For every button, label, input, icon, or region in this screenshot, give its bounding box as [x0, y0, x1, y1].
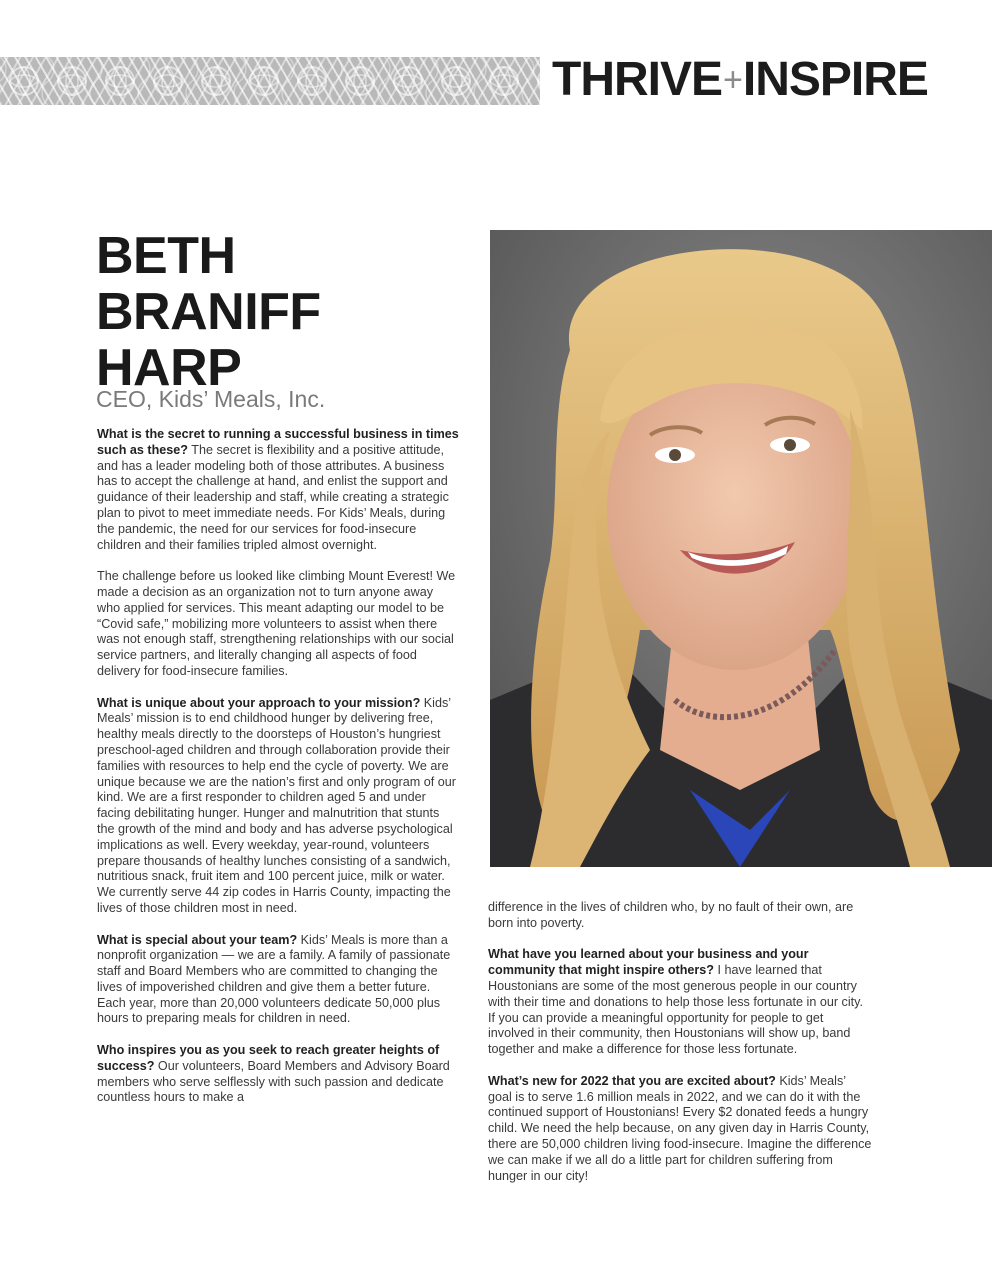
- profile-name: [96, 228, 321, 396]
- masthead-thrive: THRIVE: [552, 53, 723, 106]
- article-paragraph: [97, 933, 459, 1028]
- article-paragraph: [488, 947, 872, 1058]
- question-heading: What’s new for 2022 that you are excited about?: [488, 1073, 776, 1088]
- article-paragraph: [97, 427, 459, 553]
- article-paragraph: [488, 1074, 872, 1185]
- profile-title: CEO, Kids’ Meals, Inc.: [96, 386, 326, 412]
- question-heading: What have you learned about your business and your community that might inspire others?: [488, 947, 809, 978]
- masthead-plus: +: [723, 61, 742, 99]
- profile-name-line1: BETH: [96, 227, 236, 285]
- question-heading: What is special about your team?: [97, 932, 298, 947]
- answer-text: Kids’ Meals is more than a nonprofit organization — we are a family. A family of passionate staff and Board Members who are committed to changing the lives of impoverished children and give them a better future. Each year, more than 20,000 volunteers dedicate 50,000 plus hours to preparing meals for children in need.: [97, 932, 451, 1026]
- masthead-inspire: INSPIRE: [742, 53, 928, 106]
- article-paragraph: [97, 1043, 459, 1106]
- question-heading: What is unique about your approach to your mission?: [97, 695, 421, 710]
- question-heading: Who inspires you as you seek to reach greater heights of success?: [97, 1043, 440, 1073]
- question-heading: What is the secret to running a successful business in times such as these?: [97, 427, 459, 457]
- answer-text: I have learned that Houstonians are some of the most generous people in our country with their time and donations to help those less fortunate in our city. If you can provide a meaningful opportunity for people to get involved in their community, then Houstonians will show up, band together and make a difference for those less fortunate.: [488, 963, 863, 1057]
- article-paragraph: The challenge before us looked like climbing Mount Everest! We made a decision as an organization not to turn anyone away who applied for services. This meant adapting our model to be “Covid safe,” mobilizing more volunteers to assist when there was not enough staff, strengthening relationships with our social service partners, and literally changing all aspects of food delivery for food-insecure families.: [97, 569, 456, 678]
- swirl-pattern-icon: [0, 57, 540, 105]
- portrait-photo: [490, 230, 992, 867]
- answer-text: Our volunteers, Board Members and Advisory Board members who serve selflessly with such passion and dedicate countless hours to make a: [97, 1058, 450, 1105]
- answer-text: The secret is flexibility and a positive attitude, and has a leader modeling both of those attributes. A business has to accept the challenge at hand, and enlist the support and guidance of their leadership and staff, while creating a strategic plan to pivot to meet immediate needs. For Kids’ Meals, during the pandemic, the need for our services for food-insecure children and their families tripled almost overnight.: [97, 442, 449, 552]
- answer-text: Kids’ Meals’ mission is to end childhood hunger by delivering free, healthy meals directly to the doorsteps of Houston’s hungriest preschool-aged children and through collaboration provide their families with resources to help end the cycle of poverty. We are unique because we are the nation’s first and only program of our kind. We are a first responder to children aged 5 and under facing debilitating hunger. Hunger and malnutrition that stunts the growth of the mind and body and has adverse psychological implications as well. Every weekday, year-round, volunteers prepare thousands of healthy lunches consisting of a sandwich, nutritious snack, fruit item and 100 percent juice, milk or water. We currently serve 44 zip codes in Harris County, impacting the lives of those children most in need.: [97, 695, 456, 915]
- article-column-right: [488, 900, 872, 1200]
- profile-name-line3: HARP: [96, 339, 242, 397]
- article-column-left: [97, 427, 459, 1122]
- answer-text: Kids’ Meals’ goal is to serve 1.6 million meals in 2022, and we can do it with the continued support of Houstonians! Every $2 donated feeds a hungry child. We need the help because, on any given day in Harris County, there are 50,000 children living food-insecure. Imagine the difference we can make if we all do a little part for children suffering from hunger in our city!: [488, 1073, 872, 1183]
- masthead-logo: [552, 52, 928, 108]
- decorative-pattern-band: [0, 57, 540, 105]
- article-paragraph: [97, 696, 459, 917]
- article-paragraph: difference in the lives of children who, by no fault of their own, are born into poverty.: [488, 900, 854, 930]
- profile-name-line2: BRANIFF: [96, 283, 321, 341]
